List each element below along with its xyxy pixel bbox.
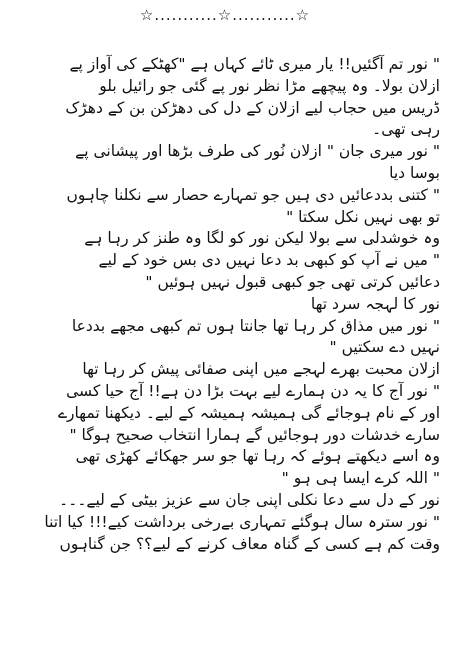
text-line: تو بھی نہیں نکل سکتا "	[286, 207, 440, 226]
text-line: " اللہ کرے ایسا ہی ہو "	[281, 469, 440, 488]
text-body	[10, 54, 440, 555]
text-line: نور کے دل سے دعا نکلی اپنی جان سے عزیز بیٹی کے لیے۔۔۔	[59, 490, 440, 509]
text-line: وقت کم ہے کسی کے گناہ معاف کرنے کے لیے؟؟ جن گناہوں	[59, 534, 440, 553]
text-line: " نور تم آگئیں!! یار میری ٹائے کہاں ہے "کھٹکے کی آواز پے	[69, 55, 440, 73]
text-line: ازلان بولا۔ وہ پیچھے مڑا نظر نور پے گئی جو رائیل بلو	[99, 76, 440, 95]
text-line: " میں نے آپ کو کبھی بد دعا نہیں دی بس خود کے لیے	[98, 251, 440, 270]
text-line: " نور میری جان " ازلان نُور کی طرف بڑھا اور پیشانی پے	[75, 142, 440, 161]
star-divider: ☆...........☆...........☆	[139, 6, 311, 24]
text-line: بوسا دیا	[389, 163, 440, 182]
text-line: نور کا لہجہ سرد تھا	[310, 294, 440, 313]
text-line: ازلان محبت بھرے لہجے میں اپنی صفائی پیش کر رہا تھا	[82, 360, 440, 379]
text-line: سارے خدشات دور ہوجائیں گے ہمارا انتخاب صحیح ہوگا "	[69, 425, 440, 444]
text-line: " نور میں مذاق کر رہا تھا جانتا ہوں تم کبھی مجھے بددعا	[71, 316, 440, 335]
text-line: " نور سترہ سال ہوگئے تمہاری بےرخی برداشت کیے!!! کیا اتنا	[44, 512, 440, 531]
text-line: " نور آج کا یہ دن ہمارے لیے بہت بڑا دن ہے!! آج حیا کسی	[66, 381, 440, 400]
text-line: دعائیں کرتی تھی جو کبھی قبول نہیں ہوئیں "	[145, 272, 440, 291]
text-line: وہ خوشدلی سے بولا لیکن نور کو لگا وہ طنز کر رہا ہے	[84, 229, 440, 248]
text-line: وہ اسے دیکھتے ہوئے کہ رہا تھا جو سر جھکائے کھڑی تھی	[75, 447, 440, 466]
text-line: " کتنی بددعائیں دی ہیں جو تمہارے حصار سے نکلنا چاہوں	[66, 185, 440, 204]
text-line: اور کے نام ہوجائے گی ہمیشہ ہمیشہ کے لیے۔ دیکھنا تمھارے	[57, 403, 440, 422]
text-line: نہیں دے سکتیں "	[329, 338, 440, 357]
text-line: ڈریس میں حجاب لیے ازلان کے دل کی دھڑکن بن کے دھڑک	[65, 98, 440, 117]
text-line: رہی تھی۔	[372, 120, 440, 139]
